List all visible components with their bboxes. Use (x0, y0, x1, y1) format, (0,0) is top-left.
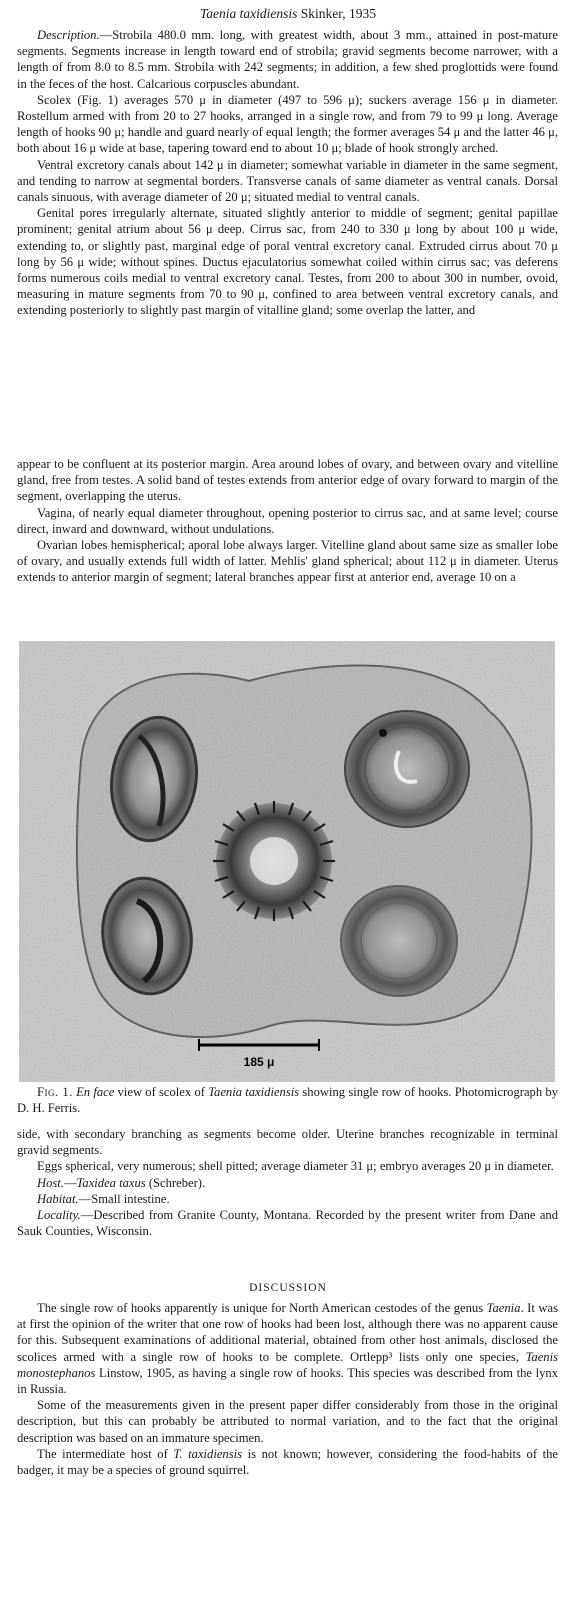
description-block (17, 27, 558, 319)
habitat-line (17, 1191, 558, 1207)
discussion-p1-a: The single row of hooks apparently is unique for North American cestodes of the genus (37, 1301, 487, 1315)
discussion-heading: DISCUSSION (249, 1282, 327, 1294)
description-text: —Strobila 480.0 mm. long, with greatest width, about 3 mm., attained in post-mature segments. Segments increase in length toward end of strobila; gravid segments become narrower, with a length of from 8.0 to 8.5 mm. Strobila with 242 segments; in addition, a few shed proglottids were found in the feces of the host. Calcarious corpuscles abundant. (17, 28, 558, 91)
host-line (17, 1175, 558, 1191)
scolex-photomicrograph (19, 641, 555, 1082)
host-label: Host. (37, 1175, 64, 1190)
caption-rest: showing single row of hooks. Photomicrograph by D. H. Ferris. (17, 1085, 558, 1115)
discussion-p3-a: The intermediate host of (37, 1446, 174, 1461)
description-label: Description. (37, 28, 100, 42)
locality-text: —Described from Granite County, Montana. Recorded by the present writer from Dane and Sauk Counties, Wisconsin. (17, 1208, 558, 1239)
scolex-paragraph: Scolex (Fig. 1) averages 570 μ in diameter (497 to 596 μ); suckers average 156 μ in diameter. Rostellum armed with from 20 to 27 hooks, arranged in a single row, and from 79 to 99 μ long. Average length of hooks 90 μ; handle and guard nearly of equal length; the former averages 54 μ and the latter 46 μ, both about 16 μ wide at base, tapering toward end to about 10 μ; blade of hook strongly arched. (17, 92, 558, 156)
discussion-species: Taenis monostephanos (17, 1349, 558, 1380)
caption-species: Taenia taxidiensis (208, 1085, 300, 1099)
discussion-p3-b: is not known; however, considering the food-habits of the badger, it may be a species of ground squirrel. (17, 1446, 558, 1478)
scale-bar-label: 185 μ (243, 1055, 275, 1069)
discussion-p1-b: . It was at first the opinion of the writer that one row of hooks had been lost, although there was no apparent cause for this. Subsequent examinations of additional material, obtained from other host animals, disclosed the scolices armed with a single row of hooks to be complete. Ortlepp³ lists only one species, (17, 1301, 558, 1364)
discussion-paragraph-2: Some of the measurements given in the present paper differ considerably from those in the original description, but this can probably be attributed to normal variation, and to the fact that the original description was based on an immature specimen. (17, 1398, 558, 1445)
host-authority: (Schreber). (145, 1175, 206, 1190)
discussion-block (17, 1300, 558, 1478)
discussion-paragraph-3 (17, 1446, 558, 1478)
sucker-upper-right (345, 711, 469, 827)
host-dash: — (63, 1175, 77, 1190)
caption-en-face: En face (76, 1085, 115, 1099)
species-name: Taenia taxidiensis (200, 6, 298, 21)
genital-paragraph: Genital pores irregularly alternate, situated slightly anterior to middle of segment; genital papillae prominent; genital atrium about 56 μ deep. Cirrus sac, from 240 to 330 μ long by about 100 μ wide, extending to, or slightly past, marginal edge of poral ventral excretory canal. Extruded cirrus about 70 μ long by 56 μ wide; without spines. Ductus ejaculatorius somewhat coiled within cirrus sac; vas deferens forms numerous coils medial to ventral excretory canal. Testes, from 200 to about 300 in number, ovoid, measuring in mature segments from 70 to 90 μ, confined to area between ventral excretory canals, and extending posteriorly to slightly past margin of vitalline gland; some overlap the latter, and (17, 206, 558, 318)
discussion-paragraph-1 (17, 1300, 558, 1397)
locality-label: Locality. (37, 1208, 81, 1223)
sucker-lower-right (341, 886, 457, 996)
habitat-label: Habitat. (37, 1191, 79, 1206)
figure-caption (17, 1085, 558, 1116)
species-heading (0, 6, 576, 22)
continuation-block (17, 456, 558, 586)
vagina-paragraph: Vagina, of nearly equal diameter throughout, opening posterior to cirrus sac, and at same level; course direct, inward and downward, without undulations. (17, 505, 558, 536)
discussion-p3-species: T. taxidiensis (173, 1446, 243, 1461)
habitat-block (17, 1126, 558, 1239)
excretory-paragraph: Ventral excretory canals about 142 μ in diameter; somewhat variable in diameter in the same segment, and tending to narrow at segmental borders. Transverse canals of same diameter as ventral canals. Dorsal canals sinuous, with average diameter of 20 μ; situated medial to ventral canals. (17, 157, 558, 205)
figure-number: Fig. 1. (37, 1085, 73, 1099)
description-paragraph (17, 27, 558, 92)
photomicrograph-image (19, 641, 555, 1082)
species-authority: Skinker, 1935 (300, 6, 376, 21)
caption-mid: view of scolex of (114, 1085, 209, 1099)
eggs-paragraph: Eggs spherical, very numerous; shell pitted; average diameter 31 μ; embryo averages 20 μ in diameter. (37, 1159, 554, 1174)
discussion-genus: Taenia (486, 1301, 521, 1315)
uterus-continuation: side, with secondary branching as segments become older. Uterine branches recognizable in terminal gravid segments. (17, 1127, 558, 1158)
testes-continuation: appear to be confluent at its posterior margin. Area around lobes of ovary, and between ovary and vitelline gland, free from testes. A solid band of testes extends from anterior edge of ovary forward to margin of the segment, overlapping the uterus. (17, 457, 558, 504)
locality-line (17, 1207, 558, 1239)
host-name: Taxidea taxus (76, 1175, 146, 1190)
habitat-text: —Small intestine. (78, 1191, 170, 1206)
discussion-p1-c: Linstow, 1905, as having a single row of hooks. This species was described from the lynx in Russia. (17, 1365, 558, 1397)
ovary-paragraph: Ovarian lobes hemispherical; aporal lobe always larger. Vitelline gland about same size as smaller lobe of ovary, and usually extends full width of latter. Mehlis' gland spherical; about 112 μ in diameter. Uterus extends to anterior margin of segment; lateral branches appear first at anterior end, average 10 on a (17, 538, 558, 585)
